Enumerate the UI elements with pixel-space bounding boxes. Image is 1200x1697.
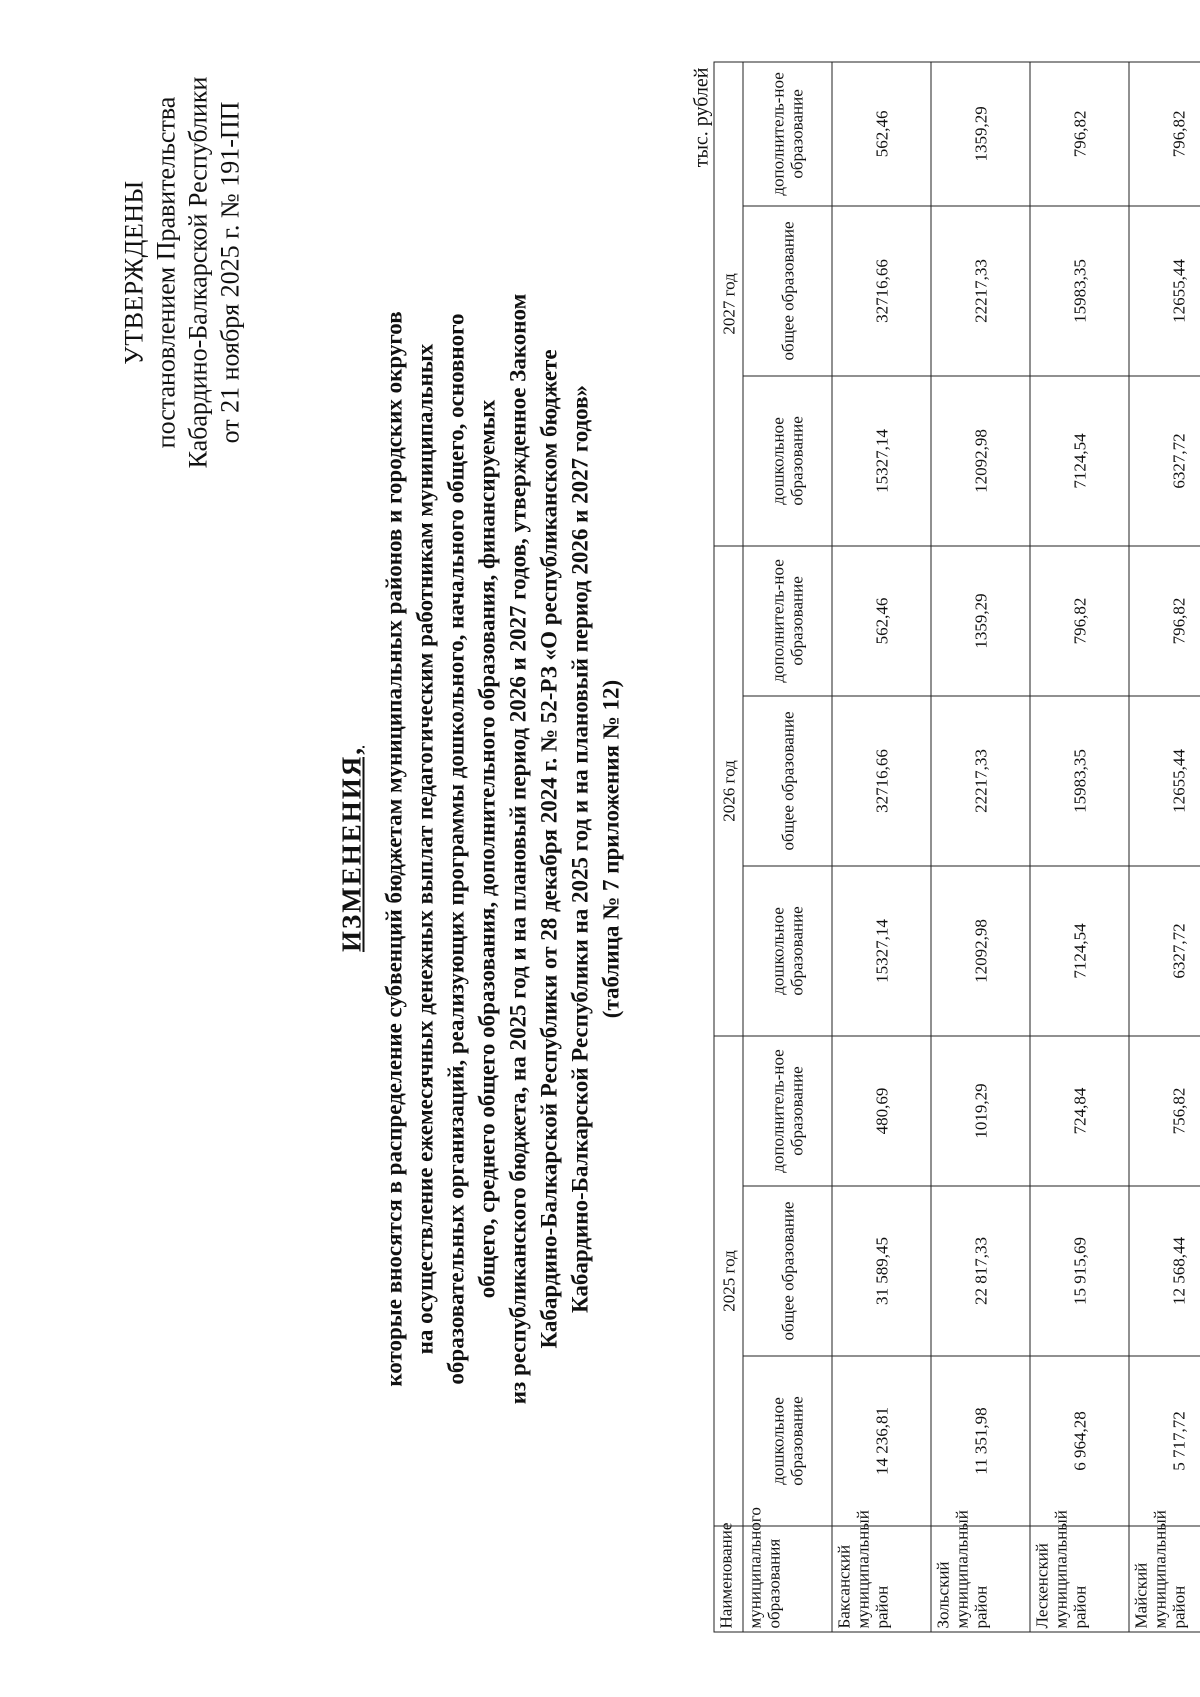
year-header-2027: 2027 год (714, 61, 743, 545)
cell-value: 796,82 (1129, 61, 1200, 205)
cell-value: 6327,72 (1129, 865, 1200, 1035)
cell-value: 724,84 (1030, 1035, 1129, 1185)
subheader-preschool: дошкольное образование (743, 375, 832, 545)
cell-value: 5 717,72 (1129, 1356, 1200, 1526)
cell-value: 7124,54 (1030, 375, 1129, 545)
subheader-preschool: дошкольное образование (743, 1356, 832, 1526)
cell-value: 14 236,81 (832, 1356, 931, 1526)
subheader-additional: дополнитель-ное образование (743, 545, 832, 695)
header-row-years (714, 61, 743, 1631)
cell-value: 12092,98 (931, 865, 1030, 1035)
table-row (931, 61, 1030, 1631)
cell-value: 32716,66 (832, 205, 931, 375)
subtitle-line: из республиканского бюджета, на 2025 год и на плановый период 2026 и 2027 годов, утвержденное Законом (505, 293, 530, 1404)
subtitle-line: которые вносятся в распределение субвенций бюджетам муниципальных районов и городских округов (381, 310, 406, 1387)
cell-value: 6327,72 (1129, 375, 1200, 545)
document-title: ИЗМЕНЕНИЯ, (336, 745, 366, 952)
cell-value: 22 817,33 (931, 1186, 1030, 1356)
subheader-additional: дополнитель-ное образование (743, 1035, 832, 1185)
units-label: тыс. рублей (690, 67, 712, 167)
cell-value: 7124,54 (1030, 865, 1129, 1035)
subtitle-line: общего, среднего общего образования, дополнительного образования, финансируемых (474, 399, 499, 1298)
subheader-preschool: дошкольное образование (743, 865, 832, 1035)
cell-value: 31 589,45 (832, 1186, 931, 1356)
subtitle-line: на осуществление ежемесячных денежных выплат педагогическим работникам муниципальных (412, 343, 437, 1354)
cell-value: 12655,44 (1129, 205, 1200, 375)
cell-value: 15 915,69 (1030, 1186, 1129, 1356)
cell-value: 6 964,28 (1030, 1356, 1129, 1526)
cell-value: 12 568,44 (1129, 1186, 1200, 1356)
cell-value: 796,82 (1030, 545, 1129, 695)
cell-value: 12092,98 (931, 375, 1030, 545)
cell-value: 22217,33 (931, 695, 1030, 865)
cell-value: 796,82 (1030, 61, 1129, 205)
municipality-name: Зольский муниципальный район (931, 1526, 1030, 1632)
year-header-2026: 2026 год (714, 545, 743, 1035)
cell-value: 480,69 (832, 1035, 931, 1185)
approval-line-1: постановлением Правительства (151, 96, 180, 448)
table-row (832, 61, 931, 1631)
approval-line-3: от 21 ноября 2025 г. № 191-ПП (215, 101, 244, 443)
cell-value: 11 351,98 (931, 1356, 1030, 1526)
municipality-name: Лескенский муниципальный район (1030, 1526, 1129, 1632)
cell-value: 15327,14 (832, 375, 931, 545)
approval-block (118, 52, 246, 492)
subtitle-line: образовательных организаций, реализующих программы дошкольного, начального общего, основного (443, 312, 468, 1385)
cell-value: 15983,35 (1030, 205, 1129, 375)
subheader-general: общее образование (743, 1186, 832, 1356)
cell-value: 562,46 (832, 61, 931, 205)
subheader-general: общее образование (743, 695, 832, 865)
cell-value: 1359,29 (931, 61, 1030, 205)
year-header-2025: 2025 год (714, 1035, 743, 1525)
subtitle-line: Кабардино-Балкарской Республики от 28 декабря 2024 г. № 52-РЗ «О республиканском бюджете (536, 348, 561, 1349)
subtitle-line: (таблица № 7 приложения № 12) (598, 679, 623, 1018)
cell-value: 15327,14 (832, 865, 931, 1035)
table-row (1030, 61, 1129, 1631)
name-header-bottom: муниципального образования (743, 1526, 832, 1632)
subventions-table (713, 61, 1200, 1632)
municipality-name: Майский муниципальный район (1129, 1526, 1200, 1632)
cell-value: 15983,35 (1030, 695, 1129, 865)
name-header-top: Наименование (714, 1526, 743, 1632)
approval-label: УТВЕРЖДЕНЫ (119, 179, 148, 365)
header-row-types (743, 61, 832, 1631)
subtitle-line: Кабардино-Балкарской Республики на 2025 год и на плановый период 2026 и 2027 годов» (567, 384, 592, 1313)
municipality-name: Баксанский муниципальный район (832, 1526, 931, 1632)
document-subtitle (378, 120, 626, 1577)
cell-value: 12655,44 (1129, 695, 1200, 865)
table-row (1129, 61, 1200, 1631)
cell-value: 32716,66 (832, 695, 931, 865)
subheader-additional: дополнитель-ное образование (743, 61, 832, 205)
cell-value: 22217,33 (931, 205, 1030, 375)
cell-value: 1019,29 (931, 1035, 1030, 1185)
subheader-general: общее образование (743, 205, 832, 375)
cell-value: 1359,29 (931, 545, 1030, 695)
approval-line-2: Кабардино-Балкарской Республики (183, 76, 212, 468)
cell-value: 756,82 (1129, 1035, 1200, 1185)
cell-value: 796,82 (1129, 545, 1200, 695)
cell-value: 562,46 (832, 545, 931, 695)
